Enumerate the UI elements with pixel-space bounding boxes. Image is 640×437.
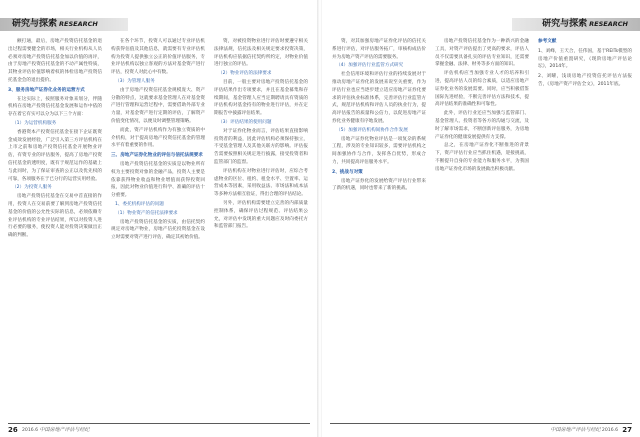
paragraph: 香港资本产投资信托基金在接下企证既资金成效发展经验，广泛引入第三方评估机构在上市之前和房地产投资信托基金开展物业评估，有资专业的评估服务，提高了房地产投资信托基金的透明度，既有于规范运作的基础上与此同时，为了保证审查的公正以及优先权的可靠，各项服务在于已分行的运营实用经验。	[8, 129, 102, 182]
paragraph: 资，对被投资物业进行评估时要遵守相关法律法规，信托法及相关规定要求投资决策，评估机构应依据信托契约所约定，对物业价值进行独立的评估。	[214, 39, 308, 68]
subsection-heading: 1、委托机构评估的问题	[115, 201, 164, 207]
paragraph: 总之，在房地产证券化不断推进的背景下，资产评估行业应当抓住机遇，迎接挑战，不断提升自身的专业能力和服务水平，为我国房地产证券化市场的发展做出积极贡献。	[435, 143, 529, 172]
page-number: 26	[8, 426, 18, 434]
magazine-name: 中国房地产评估与经纪	[550, 427, 601, 433]
paragraph: 社会信用环境和评估行业的持续发展对于推动房地产证券化的发展来说至关重要，作为评估行业也应当逐步建立适应房地产证券化要求的评估执业标准体系，完善评估行业监管方式，规范评估机构和评估人员的执业行为，提高评估报告的质量和公信力，以促进房地产证券化业务健康有序地发展。	[332, 72, 426, 124]
section-heading: 3、服务房地产证券化业务的运营方式	[8, 87, 85, 93]
paragraph: 在这实际上，按照服务对象来划分，伴随机构在房地产投资信托基金发展和运作中依的存在着它有实可以分为以下三个方面：	[8, 96, 102, 118]
section-title: 研究与探索	[12, 19, 58, 29]
section-title-en: RESEARCH	[589, 20, 628, 28]
text-column-2	[435, 38, 529, 175]
subsection-heading: （1）为运营机构服务	[12, 120, 57, 126]
page-number: 27	[622, 426, 632, 434]
paragraph: 额打通，最后，房地产投资信托基金的退出过程需要健全的市场，相关行业机构从人员必须对房地产投资信托基金加以价值的再评，由于房地产投资信托基金的不动产属性特质，其物业评估价值影响着权的体检房地产投资信托基金会的退出提价。	[8, 39, 102, 83]
paragraph: 房地产投资信托基金作为一种新兴的金融工具，对资产评估提出了更高的要求，评估人员不仅需要具备扎实的评估专业知识，还需要掌握金融、法律、财务等多方面的知识。	[435, 39, 529, 68]
paragraph: 而此，资产评估机构作为有独立资质的中介机构，对于提高房地产投资信托基金的管理水平有着重要的作用。	[111, 127, 205, 149]
subsection-heading: （3）为管理人服务	[115, 78, 155, 84]
text-column-2	[111, 38, 205, 243]
paragraph: 另外，评估机构需要建立完善的内部质量控制体系，确保评估过程规范、评估结果公允，对评估中发现的重大问题应及时向委托方和监管部门报告。	[214, 200, 308, 230]
text-column-3	[214, 38, 308, 232]
reference-item: 2、刘曜，浅谈房地产投资信托评估方法报告，《房地产资产评估全文》，2011年底。	[538, 74, 632, 87]
reference-item: 1、刘峰，王天合，任伟国，基于REITs模型的房地产价值重置研究，《现阶房地产评估论坛》，2014年。	[538, 48, 632, 70]
paragraph: 资，对其加强房地产证券化评估的信托关系进行评估，对评估服务拓广，审核构成估价并为房地产资产评估的需要服务。	[332, 39, 426, 60]
paragraph: 房地产投资信托基金的实质是以物业所有权为主要投资对象的金融产品，投资人主要是依靠获得物业收益和物业增值而获得投资回报，因此对物业价值进行科学、准确的评估十分重要。	[111, 161, 205, 199]
section-heading: 2、挑战与对策	[332, 169, 363, 175]
paragraph: 在各个环节，投资人可以通过专业评估机构获得估值及其他信息，就需要有专业评估机构为投资人提供独立公正的价值评估服务，专业评估机构以独立客观的方法对基金资产进行评估，投资人对此心中有数。	[111, 39, 205, 76]
right-page	[322, 0, 640, 437]
section-title: 研究与探索	[542, 19, 588, 29]
paragraph: 目前，一般主要对房地产投资信托基金的评估结果作出专项要求，并且在基金募集和存续期间，基金管理人应当定期聘请具有资质的评估机构对基金持有的物业进行评估，并在定期报告中披露评估结果。	[214, 79, 308, 117]
paragraph: 对于证券化物业而言，评估结果直接影响投资者的利益，因此评估机构必须保持独立，不受基金管理人及其他关联方的影响。评估报告需要按照相关规定进行披露，接受投资者和监管部门的监督。	[214, 128, 308, 165]
paragraph: 由于房地产投资信托基金规模庞大、资产分散的特点，这就要求基金管理人在对基金资产进行管理和运营过程中，需要借助外部专业力量，对基金资产进行定期的评估，了解资产价值变化情况，以便及时调整管理策略。	[111, 87, 205, 124]
left-page	[0, 0, 318, 437]
text-column-3	[538, 38, 632, 91]
text-column-1	[332, 38, 426, 194]
subsection-heading: （4）加强评估行业监管方式研究	[336, 63, 404, 69]
subsection-heading: （2）物业评估的法律要求	[218, 71, 272, 77]
paragraph: 房地产证券化物业评估是一项复杂的系统工程，涉及的专业知识较多，需要评估机构之间加强协作与合作，发挥各自优势，形成合力，共同提高评估服务水平。	[332, 136, 426, 165]
issue-info	[550, 426, 618, 433]
paragraph: 评估机构应当加强专业人才的培养和引进，提高评估人员的综合素质，以适应房地产证券化业务的发展需要。同时，应当积极借鉴国际先进经验，不断完善评估方法和技术，提高评估结果的准确性和可靠性。	[435, 71, 529, 108]
paragraph: 房地产投资信托基金在交易中首直接的作用，投资人在交易前要了解到房地产投资信托基金的价值的公允性实际的信息，必须依赖专业评估机构的专业评估结果，所以对投资人进行必要的服务，使投资人能对投资决策做出正确的判断。	[8, 194, 102, 239]
section-title-en: RESEARCH	[59, 20, 98, 28]
paragraph: 房地产证券化的发展给资产评估行业带来了新的机遇，同时也带来了新的挑战。	[332, 178, 426, 192]
magazine-name: 中国房地产评估与经纪	[39, 427, 90, 433]
section-header	[12, 18, 98, 31]
subsection-heading: （3）评估结果的使用问题	[218, 119, 272, 125]
section-heading: 三、房地产证券化物业的评估与信托法规要求	[111, 153, 203, 159]
footer-rule	[330, 423, 632, 424]
issue-date: 2016.6	[22, 428, 39, 433]
references-heading: 参考文献	[538, 39, 557, 44]
issue-info	[22, 426, 90, 433]
subsection-heading: （2）为投资人服务	[12, 185, 52, 191]
subsection-heading: （1）物业资产的信托法律要求	[115, 210, 178, 216]
paragraph: 评估机构在对物业进行评估时，应综合考虑物业的区位、租约、租金水平、空置率、运营成本等因素，采用收益法、市场法和成本法等多种方法相互验证，得出合理的评估结论。	[214, 168, 308, 198]
subsection-heading: （5）加强评估机构间协作合作发展	[336, 127, 408, 133]
paragraph: 此外，评估行业还应当加强与监管部门、基金管理人、投资者等各方的沟通与交流，及时了解市场需求，不断创新评估服务，为房地产证券化的健康发展提供有力支撑。	[435, 111, 529, 140]
footer-rule	[8, 423, 310, 424]
issue-date: 2016.6	[601, 428, 618, 433]
text-column-1	[8, 38, 102, 241]
paragraph: 房地产投资信托基金的实质，由信托契约规定对房地产物业，房地产信托投资基金在设立时需要对资产进行评估，确定其初始价值。	[111, 219, 205, 241]
section-header	[542, 18, 628, 31]
